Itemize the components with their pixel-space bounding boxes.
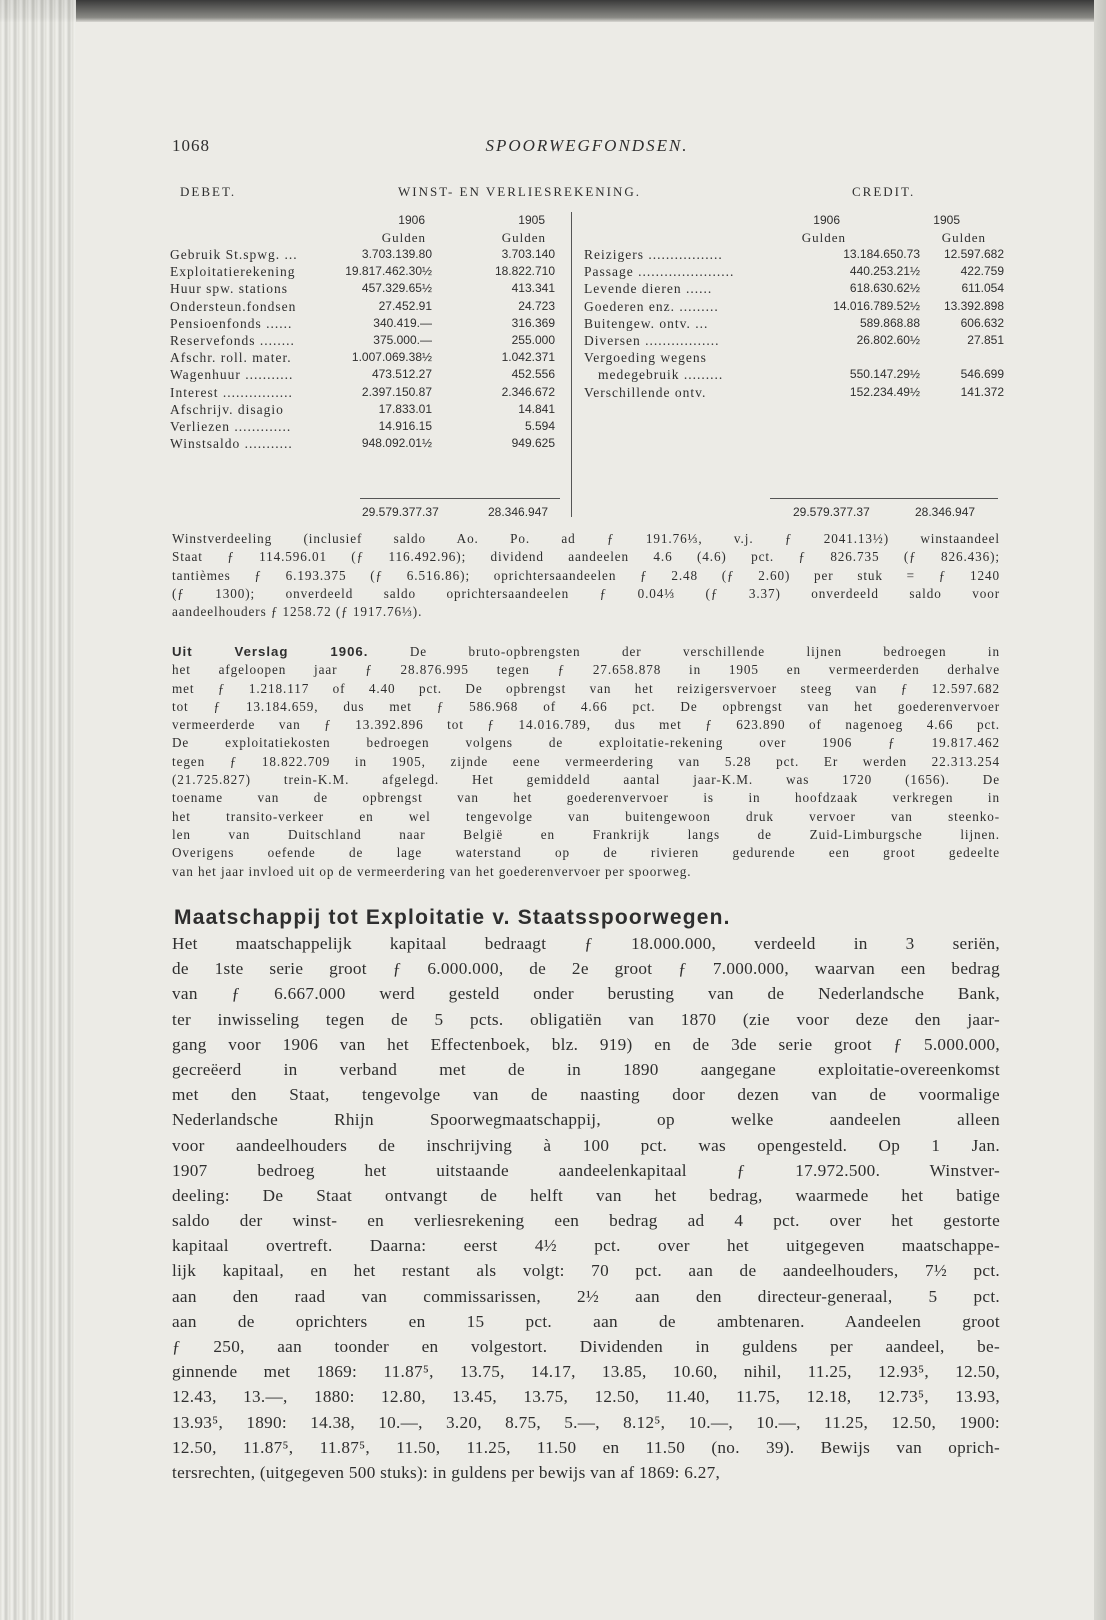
debet-year-1905: 1905 bbox=[518, 213, 545, 227]
report-line: De bruto-opbrengsten der verschillende lijnen bedroegen in bbox=[368, 644, 1000, 659]
debet-row bbox=[170, 280, 570, 297]
company-line: Het maatschappelijk kapitaal bedraagt ƒ 18.000.000, verdeeld in 3 seriën, bbox=[172, 934, 1000, 953]
debet-value-1905: 413.341 bbox=[511, 281, 555, 296]
credit-value-1906: 14.016.789.52½ bbox=[833, 298, 920, 313]
credit-value-1905: 546.699 bbox=[960, 367, 1004, 382]
debet-value-1905: 3.703.140 bbox=[501, 247, 555, 261]
report-line: Overigens oefende de lage waterstand op de rivieren gedurende een groot gedeelte bbox=[172, 845, 1000, 861]
debet-value-1906: 948.092.01½ bbox=[361, 436, 432, 451]
company-line: gecreëerd in verband met de in 1890 aangegane exploitatie-overeenkomst bbox=[172, 1059, 1000, 1079]
debet-value-1905: 949.625 bbox=[511, 436, 555, 451]
debet-label: Ondersteun.fondsen bbox=[170, 298, 297, 314]
credit-row bbox=[584, 332, 1004, 349]
debet-unit-1905: Gulden bbox=[501, 230, 546, 245]
page-header bbox=[172, 136, 1002, 158]
debet-label: Verliezen ............. bbox=[170, 418, 292, 434]
credit-year-1905: 1905 bbox=[933, 213, 960, 227]
total-debet-1905: 28.346.947 bbox=[488, 505, 549, 519]
debet-unit-1906: Gulden bbox=[381, 230, 426, 245]
debet-row bbox=[170, 315, 570, 332]
debet-value-1906: 473.512.27 bbox=[371, 367, 432, 382]
credit-value-1905: 606.632 bbox=[960, 315, 1004, 330]
debet-row bbox=[170, 349, 570, 366]
company-line: aan de oprichters en 15 pct. aan de ambtenaren. Aandeelen groot bbox=[172, 1311, 1000, 1331]
credit-label: Levende dieren ...... bbox=[584, 281, 713, 297]
report-1906 bbox=[172, 643, 1000, 881]
debet-row bbox=[170, 332, 570, 349]
company-line: deeling: De Staat ontvangt de helft van het bedrag, waarmede het batige bbox=[172, 1185, 1000, 1205]
credit-label: Passage ...................... bbox=[584, 264, 735, 280]
credit-row bbox=[584, 315, 1004, 332]
debet-value-1905: 255.000 bbox=[511, 332, 555, 347]
debet-label: Winstsaldo ........... bbox=[170, 436, 293, 452]
profit-distribution-line: Winstverdeeling (inclusief saldo Ao. Po. ad ƒ 191.76⅓, v.j. ƒ 2041.13½) winstaandeel bbox=[172, 531, 1000, 546]
credit-label: medegebruik ......... bbox=[598, 367, 724, 383]
debet-row bbox=[170, 401, 570, 418]
scan-right-edge bbox=[1094, 0, 1106, 1620]
credit-value-1905: 27.851 bbox=[967, 332, 1004, 347]
debet-label: Gebruik St.spwg. ... bbox=[170, 247, 298, 262]
debet-label: Wagenhuur ........... bbox=[170, 367, 294, 383]
credit-value-1906: 618.630.62½ bbox=[849, 281, 920, 296]
debet-row bbox=[170, 263, 570, 280]
total-credit-1906: 29.579.377.37 bbox=[793, 505, 870, 519]
credit-label: Reizigers ................. bbox=[584, 247, 723, 262]
credit-value-1906: 589.868.88 bbox=[859, 315, 920, 330]
debet-value-1905: 14.841 bbox=[518, 401, 555, 416]
debet-title: DEBET. bbox=[180, 184, 237, 199]
credit-row bbox=[584, 280, 1004, 297]
company-line: 12.50, 11.87⁵, 11.87⁵, 11.50, 11.25, 11.50 en 11.50 (no. 39). Bewijs van oprich- bbox=[172, 1437, 1000, 1457]
credit-column bbox=[584, 246, 1004, 401]
debet-label: Reservefonds ........ bbox=[170, 332, 295, 348]
credit-value-1905: 12.597.682 bbox=[943, 247, 1004, 261]
debet-value-1906: 375.000.— bbox=[373, 332, 432, 347]
company-description bbox=[172, 931, 1000, 1485]
report-line: toename van de opbrengst van het goederenvervoer is in hoofdzaak verkregen in bbox=[172, 790, 1000, 806]
report-line: met ƒ 1.218.117 of 4.40 pct. De opbrengst van het reizigersvervoer steeg van ƒ 12.597.682 bbox=[172, 680, 1000, 696]
table-title: WINST- EN VERLIESREKENING. bbox=[398, 184, 642, 199]
debet-value-1906: 340.419.— bbox=[373, 315, 432, 330]
credit-value-1906: 152.234.49½ bbox=[849, 384, 920, 399]
debet-value-1906: 2.397.150.87 bbox=[361, 384, 432, 399]
credit-label: Vergoeding wegens bbox=[584, 350, 707, 366]
company-line: de 1ste serie groot ƒ 6.000.000, de 2e groot ƒ 7.000.000, waarvan een bedrag bbox=[172, 959, 1000, 979]
credit-value-1905: 611.054 bbox=[961, 281, 1004, 296]
credit-value-1906: 440.253.21½ bbox=[849, 264, 920, 279]
debet-value-1905: 316.369 bbox=[511, 315, 555, 330]
company-line: kapitaal overtreft. Daarna: eerst 4½ pct. over het uitgegeven maatschappe- bbox=[172, 1236, 1000, 1256]
debet-row bbox=[170, 366, 570, 383]
column-divider bbox=[571, 212, 572, 517]
scan-top-edge bbox=[0, 0, 1106, 22]
debet-label: Afschrijv. disagio bbox=[170, 401, 284, 417]
debet-label: Afschr. roll. mater. bbox=[170, 350, 292, 366]
total-debet-1906: 29.579.377.37 bbox=[362, 505, 439, 519]
credit-unit-1905: Gulden bbox=[941, 230, 986, 245]
credit-unit-1906: Gulden bbox=[801, 230, 846, 245]
company-line: 12.43, 13.—, 1880: 12.80, 13.45, 13.75, 12.50, 11.40, 11.75, 12.18, 12.73⁵, 13.93, bbox=[172, 1387, 1000, 1407]
debet-label: Interest ................ bbox=[170, 384, 293, 400]
debet-value-1906: 1.007.069.38½ bbox=[351, 350, 432, 365]
profit-distribution bbox=[172, 530, 1000, 621]
debet-value-1906: 17.833.01 bbox=[378, 401, 432, 416]
company-line: 1907 bedroeg het uitstaande aandeelenkapitaal ƒ 17.972.500. Winstver- bbox=[172, 1160, 1000, 1180]
debet-row bbox=[170, 384, 570, 401]
credit-year-1906: 1906 bbox=[813, 213, 840, 227]
profit-loss-account bbox=[170, 212, 1004, 522]
debet-label: Huur spw. stations bbox=[170, 281, 288, 297]
report-line: tegen ƒ 18.822.709 in 1905, zijnde eene vermeerdering van 5.28 pct. Er werden 22.313.254 bbox=[172, 753, 1000, 769]
credit-label: Verschillende ontv. bbox=[584, 384, 707, 400]
report-line: len van Duitschland naar België en Frankrijk langs de Zuid-Limburgsche lijnen. bbox=[172, 826, 1000, 842]
credit-value-1906: 26.802.60½ bbox=[856, 332, 920, 347]
profit-distribution-line: (ƒ 1300); onverdeeld saldo oprichtersaandeelen ƒ 0.04⅓ (ƒ 3.37) onverdeeld saldo voor bbox=[172, 585, 1000, 601]
profit-distribution-line: aandeelhouders ƒ 1258.72 (ƒ 1917.76⅓). bbox=[172, 604, 423, 620]
credit-row bbox=[584, 349, 1000, 366]
running-head: SPOORWEGFONDSEN. bbox=[485, 136, 689, 155]
credit-row bbox=[584, 263, 1004, 280]
debet-value-1906: 19.817.462.30½ bbox=[345, 264, 432, 279]
credit-row bbox=[584, 384, 1004, 401]
company-heading: Maatschappij tot Exploitatie v. Staatsspoorwegen. bbox=[174, 906, 731, 929]
debet-value-1905: 24.723 bbox=[518, 298, 555, 313]
debet-value-1906: 457.329.65½ bbox=[361, 281, 432, 296]
company-line: lijk kapitaal, en het restant als volgt: 70 pct. aan de aandeelhouders, 7½ pct. bbox=[172, 1261, 1000, 1281]
report-line: De exploitatiekosten bedroegen volgens de exploitatie-rekening over 1906 ƒ 19.817.462 bbox=[172, 735, 1000, 751]
company-line: tersrechten, (uitgegeven 500 stuks): in guldens per bewijs van af 1869: 6.27, bbox=[172, 1462, 721, 1482]
credit-value-1906: 550.147.29½ bbox=[849, 367, 920, 382]
debet-row bbox=[170, 246, 570, 263]
debet-value-1905: 1.042.371 bbox=[501, 350, 555, 365]
credit-value-1906: 13.184.650.73 bbox=[843, 247, 920, 261]
report-line: tot ƒ 13.184.659, dus met ƒ 586.968 of 4.66 pct. De opbrengst van het goederenvervoer bbox=[172, 698, 1000, 714]
company-line: 13.93⁵, 1890: 14.38, 10.—, 3.20, 8.75, 5.—, 8.12⁵, 10.—, 10.—, 11.25, 12.50, 1900: bbox=[172, 1412, 1000, 1432]
credit-label: Goederen enz. ......... bbox=[584, 298, 719, 314]
credit-row bbox=[584, 298, 1004, 315]
page-number: 1068 bbox=[172, 136, 210, 155]
profit-distribution-line: tantièmes ƒ 6.193.375 (ƒ 6.516.86); oprichtersaandeelen ƒ 2.48 (ƒ 2.60) per stuk = ƒ 1240 bbox=[172, 567, 1000, 583]
debet-value-1905: 2.346.672 bbox=[501, 384, 555, 399]
company-line: Nederlandsche Rhijn Spoorwegmaatschappij, op welke aandeelen alleen bbox=[172, 1110, 1000, 1130]
debet-row bbox=[170, 298, 570, 315]
credit-label: Diversen ................. bbox=[584, 332, 720, 348]
report-line: van het jaar invloed uit op de vermeerdering van het goederenvervoer per spoorweg. bbox=[172, 863, 692, 879]
report-first-line bbox=[172, 643, 1000, 661]
credit-title: CREDIT. bbox=[852, 184, 916, 199]
debet-label: Pensioenfonds ...... bbox=[170, 315, 293, 331]
credit-label: Buitengew. ontv. ... bbox=[584, 315, 709, 331]
credit-value-1905: 422.759 bbox=[960, 264, 1004, 279]
debet-column bbox=[170, 246, 570, 452]
credit-value-1905: 13.392.898 bbox=[943, 298, 1004, 313]
profit-distribution-line: Staat ƒ 114.596.01 (ƒ 116.492.96); dividend aandeelen 4.6 (4.6) pct. ƒ 826.735 (ƒ 826.436); bbox=[172, 549, 1000, 565]
credit-row bbox=[584, 246, 1004, 263]
debet-value-1905: 452.556 bbox=[511, 367, 555, 382]
book-binding bbox=[0, 0, 76, 1620]
debet-value-1906: 14.916.15 bbox=[378, 418, 432, 433]
total-credit-1905: 28.346.947 bbox=[915, 505, 976, 519]
credit-sum-rule bbox=[770, 498, 998, 499]
debet-sum-rule bbox=[360, 498, 560, 499]
company-line: met den Staat, tengevolge van de naasting door dezen van de voormalige bbox=[172, 1085, 1000, 1105]
debet-value-1905: 18.822.710 bbox=[494, 264, 555, 279]
company-line: voor aandeelhouders de inschrijving à 100 pct. was opengesteld. Op 1 Jan. bbox=[172, 1135, 1000, 1155]
debet-value-1905: 5.594 bbox=[524, 418, 555, 433]
company-line: aan den raad van commissarissen, 2½ aan den directeur-generaal, 5 pct. bbox=[172, 1286, 1000, 1306]
report-line: (21.725.827) trein-K.M. afgelegd. Het gemiddeld aantal jaar-K.M. was 1720 (1656). De bbox=[172, 772, 1000, 788]
debet-label: Exploitatierekening bbox=[170, 264, 296, 280]
debet-value-1906: 3.703.139.80 bbox=[361, 247, 432, 261]
company-line: ter inwisseling tegen de 5 pcts. obligatiën van 1870 (zie voor deze den jaar- bbox=[172, 1009, 1000, 1029]
credit-row bbox=[584, 366, 1004, 383]
company-line: ginnende met 1869: 11.87⁵, 13.75, 14.17, 13.85, 10.60, nihil, 11.25, 12.93⁵, 12.50, bbox=[172, 1362, 1000, 1382]
debet-row bbox=[170, 435, 570, 452]
company-line: van ƒ 6.667.000 werd gesteld onder berusting van de Nederlandsche Bank, bbox=[172, 984, 1000, 1004]
company-line: ƒ 250, aan toonder en volgestort. Dividenden in guldens per aandeel, be- bbox=[172, 1337, 1000, 1356]
report-line: vermeerderde van ƒ 13.392.896 tot ƒ 14.016.789, dus met ƒ 623.890 of nagenoeg 4.66 pct. bbox=[172, 717, 1000, 733]
company-line: saldo der winst- en verliesrekening een bedrag ad 4 pct. over het gestorte bbox=[172, 1211, 1000, 1231]
debet-row bbox=[170, 418, 570, 435]
credit-value-1905: 141.372 bbox=[960, 384, 1004, 399]
report-line: het transito-verkeer en wel tengevolge van buitengewoon druk vervoer van steenko- bbox=[172, 808, 1000, 824]
debet-year-1906: 1906 bbox=[398, 213, 425, 227]
report-line: het afgeloopen jaar ƒ 28.876.995 tegen ƒ 27.658.878 in 1905 en vermeerderden derhalve bbox=[172, 662, 1000, 678]
report-lead: Uit Verslag 1906. bbox=[172, 644, 369, 659]
debet-value-1906: 27.452.91 bbox=[378, 298, 432, 313]
company-line: gang voor 1906 van het Effectenboek, blz. 919) en de 3de serie groot ƒ 5.000.000, bbox=[172, 1034, 1000, 1054]
